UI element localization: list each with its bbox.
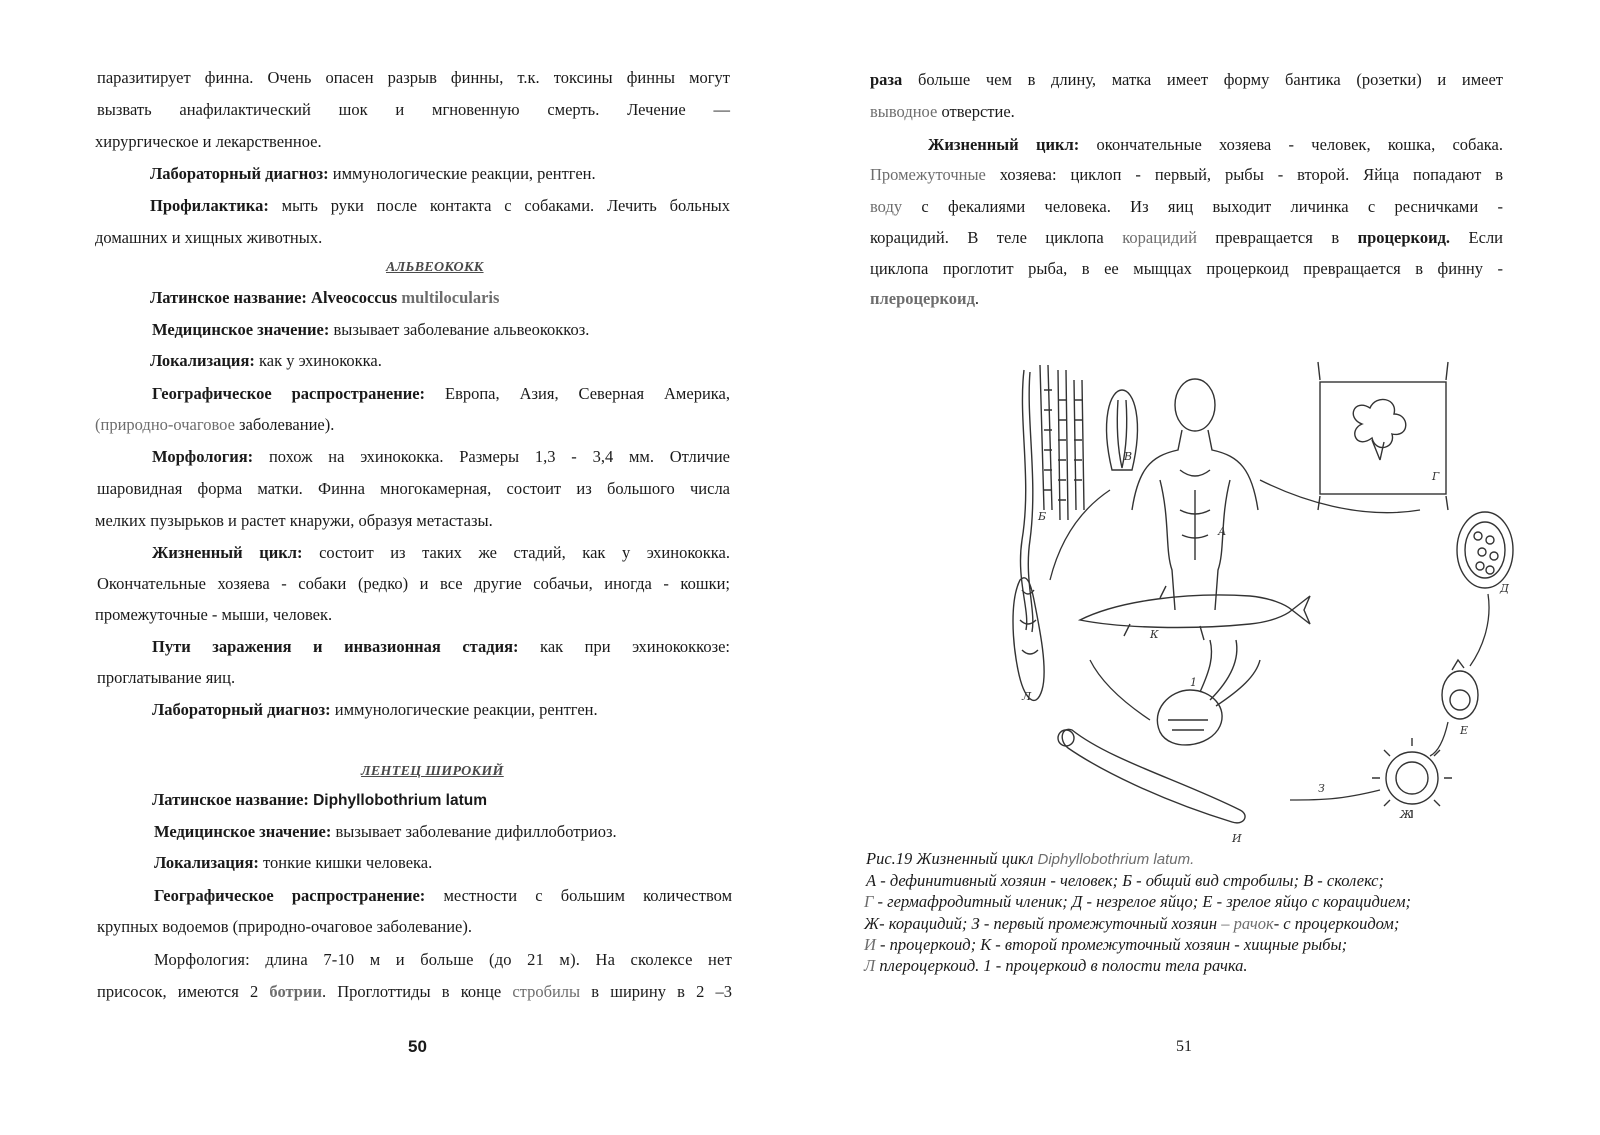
text-span-gray: Промежуточные xyxy=(870,165,986,184)
text-span: . Проглоттиды в конце xyxy=(321,982,502,1001)
caption-text: - процеркоид; К - второй промежуточный хозяин - хищные рыбы; xyxy=(880,935,1348,954)
localization-line-2 xyxy=(154,853,432,873)
figure-letter: З xyxy=(1318,782,1325,795)
medical-significance-line xyxy=(152,320,589,340)
morphology-text: похож на эхинококка. Размеры 1,3 - 3,4 мм. Отличие xyxy=(268,447,730,466)
latin-name: Diphyllobothrium latum xyxy=(313,792,487,809)
text-span-gray: воду xyxy=(870,197,903,216)
life-cycle-figure xyxy=(1000,360,1540,850)
text-line xyxy=(870,165,1503,185)
life-cycle-line-right xyxy=(928,135,1503,155)
text-span-gray: выводное xyxy=(870,102,938,121)
text-line: шаровидная форма матки. Финна многокамерная, состоит из большого числа xyxy=(97,479,730,498)
section-heading-broad-tapeworm: ЛЕНТЕЦ ШИРОКИЙ xyxy=(361,764,504,779)
lab-diagnosis-paragraph xyxy=(150,164,596,184)
text-span: Если xyxy=(1468,228,1504,247)
localization-label: Локализация: xyxy=(150,351,255,370)
caption-line xyxy=(864,891,1411,912)
text-line: крупных водоемов (природно-очаговое заболевание). xyxy=(97,917,473,936)
morphology-line xyxy=(152,447,730,467)
geography-gray: (природно-очаговое xyxy=(95,415,235,434)
medical-text: вызывает заболевание альвеококкоз. xyxy=(333,320,590,339)
figure-letter: Д xyxy=(1500,582,1509,595)
text-line: паразитирует финна. Очень опасен разрыв финны, т.к. токсины финны могут xyxy=(97,68,730,87)
text-span-bold: процеркоид. xyxy=(1357,228,1451,247)
procercoid-drawing xyxy=(1058,729,1245,823)
caption-line xyxy=(864,955,1248,976)
lab-diagnosis-paragraph-2 xyxy=(152,700,598,720)
latin-name-line xyxy=(150,288,499,308)
text-span-bold: ботрии xyxy=(269,982,322,1001)
mature-egg-drawing xyxy=(1442,660,1478,719)
figure-letter: Ж xyxy=(1400,808,1413,821)
caption-text: - с процеркоидом; xyxy=(1273,914,1400,933)
text-line: Окончательные хозяева - собаки (редко) и все другие собачьи, иногда - кошки; xyxy=(97,574,730,593)
caption-line: А - дефинитивный хозяин - человек; Б - общий вид стробилы; В - сколекс; xyxy=(866,871,1384,890)
strobila-drawing xyxy=(1020,365,1084,632)
morphology-line-b2 xyxy=(97,982,732,1002)
caption-text: Рис.19 Жизненный цикл xyxy=(866,849,1034,868)
text-line xyxy=(870,228,1503,248)
coracidium-drawing xyxy=(1372,738,1452,818)
lab-diagnosis-text: иммунологические реакции, рентген. xyxy=(332,164,596,183)
latin-name-label: Латинское название: xyxy=(152,790,309,809)
medical-label: Медицинское значение: xyxy=(154,822,332,841)
localization-line xyxy=(150,351,382,371)
proglottid-drawing xyxy=(1318,362,1448,510)
geography-line-b xyxy=(154,886,732,906)
figure-letter: Л xyxy=(1022,690,1032,703)
lab-diagnosis-label: Лабораторный диагноз: xyxy=(152,700,331,719)
text-span: отверстие. xyxy=(941,102,1015,121)
scolex-drawing xyxy=(1107,390,1138,470)
text-span-gray: стробилы xyxy=(512,982,581,1001)
text-span-bold: плероцеркоид xyxy=(870,289,975,308)
infection-ways-label: Пути заражения и инвазионная стадия: xyxy=(152,637,519,656)
life-cycle-line xyxy=(152,543,730,563)
cycle-arrows xyxy=(1050,480,1489,800)
geography-label: Географическое распространение: xyxy=(154,886,426,905)
figure-letter: В xyxy=(1124,450,1133,463)
fish-drawing xyxy=(1080,586,1310,640)
text-span: в ширину в 2 –3 xyxy=(591,982,732,1001)
text-line: проглатывание яиц. xyxy=(97,668,236,687)
figure-letter: Е xyxy=(1460,724,1469,737)
figure-letter: Г xyxy=(1432,470,1440,483)
prophylaxis-label: Профилактика: xyxy=(150,196,269,215)
immature-egg-drawing xyxy=(1457,512,1513,588)
geography-end: заболевание). xyxy=(239,415,335,434)
text-line: хирургическое и лекарственное. xyxy=(95,132,322,151)
figure-letter: А xyxy=(1218,525,1227,538)
caption-line xyxy=(864,934,1347,955)
geography-label: Географическое распространение: xyxy=(152,384,426,403)
caption-text-gray: – рачок xyxy=(1221,914,1274,933)
lab-diagnosis-text: иммунологические реакции, рентген. xyxy=(334,700,598,719)
text-line: циклопа проглотит рыба, в ее мыщцах процеркоид превращается в финну - xyxy=(870,259,1503,278)
caption-latin-name: Diphyllobothrium latum. xyxy=(1037,851,1195,868)
text-span-bold: раза xyxy=(870,70,903,89)
section-heading-alveococcus: АЛЬВЕОКОКК xyxy=(386,260,484,275)
medical-text: вызывает заболевание дифиллоботриоз. xyxy=(335,822,617,841)
text-span: корацидий. В теле циклопа xyxy=(870,228,1104,247)
latin-name-gray: multilocularis xyxy=(401,288,500,307)
life-cycle-label: Жизненный цикл: xyxy=(152,543,303,562)
text-line: промежуточные - мыши, человек. xyxy=(95,605,333,624)
medical-label: Медицинское значение: xyxy=(152,320,330,339)
human-drawing xyxy=(1132,379,1258,610)
text-line xyxy=(870,102,1015,122)
prophylaxis-paragraph xyxy=(150,196,730,216)
localization-text: тонкие кишки человека. xyxy=(263,853,433,872)
latin-name-label: Латинское название: Alveococcus xyxy=(150,288,398,307)
morphology-label: Морфология: xyxy=(152,447,254,466)
text-line: вызвать анафилактический шок и мгновенную смерть. Лечение — xyxy=(97,100,730,119)
lab-diagnosis-label: Лабораторный диагноз: xyxy=(150,164,329,183)
page-number: 50 xyxy=(408,1037,427,1056)
caption-letter: Г xyxy=(864,892,874,911)
figure-letter: Б xyxy=(1038,510,1047,523)
figure-caption-title xyxy=(866,848,1194,870)
figure-letter: И xyxy=(1232,832,1242,845)
right-page xyxy=(800,0,1600,1135)
caption-text: Ж- корацидий; З - первый промежуточный хозяин xyxy=(864,914,1218,933)
localization-text: как у эхинококка. xyxy=(259,351,382,370)
caption-line xyxy=(864,913,1399,934)
caption-text: - гермафродитный членик; Д - незрелое яйцо; Е - зрелое яйцо с корацидием; xyxy=(877,892,1411,911)
medical-significance-line-2 xyxy=(154,822,617,842)
text-span: больше чем в длину, матка имеет форму бантика (розетки) и имеет xyxy=(917,70,1503,89)
figure-letter: 1 xyxy=(1190,676,1197,689)
latin-name-line-2 xyxy=(152,790,487,811)
life-cycle-text: окончательные хозяева - человек, кошка, собака. xyxy=(1096,135,1503,154)
text-span: с фекалиями человека. Из яиц выходит личинка с ресничками - xyxy=(921,197,1503,216)
geography-line xyxy=(152,384,730,404)
caption-text: плероцеркоид. 1 - процеркоид в полости тела рачка. xyxy=(879,956,1248,975)
life-cycle-label: Жизненный цикл: xyxy=(928,135,1080,154)
morphology-line-b: Морфология: длина 7-10 м и больше (до 21 м). На сколексе нет xyxy=(154,950,732,969)
caption-letter: И xyxy=(864,935,876,954)
geography-text: местности с большим количеством xyxy=(443,886,733,905)
page-number: 51 xyxy=(1176,1038,1192,1055)
life-cycle-text: состоит из таких же стадий, как у эхинококка. xyxy=(319,543,730,562)
text-span: присосок, имеются 2 xyxy=(97,982,259,1001)
text-line: мелких пузырьков и растет кнаружи, образуя метастазы. xyxy=(95,511,493,530)
text-line xyxy=(870,70,1503,90)
text-span: . xyxy=(974,289,980,308)
text-span-gray: корацидий xyxy=(1122,228,1197,247)
caption-letter: Л xyxy=(864,956,876,975)
text-span: превращается в xyxy=(1215,228,1340,247)
infection-ways-text: как при эхинококкозе: xyxy=(540,637,730,656)
cyclops-drawing xyxy=(1157,640,1260,745)
text-line xyxy=(870,197,1503,217)
geography-text: Европа, Азия, Северная Америка, xyxy=(444,384,730,403)
prophylaxis-text: мыть руки после контакта с собаками. Лечить больных xyxy=(281,196,730,215)
text-span: хозяева: циклоп - первый, рыбы - второй. Яйца попадают в xyxy=(999,165,1503,184)
geography-line-2 xyxy=(95,415,334,435)
plerocercoid-drawing xyxy=(1013,578,1044,701)
figure-letter: К xyxy=(1150,628,1159,641)
text-line: домашних и хищных животных. xyxy=(95,228,323,247)
infection-ways-line xyxy=(152,637,730,657)
localization-label: Локализация: xyxy=(154,853,259,872)
text-line xyxy=(870,289,979,309)
